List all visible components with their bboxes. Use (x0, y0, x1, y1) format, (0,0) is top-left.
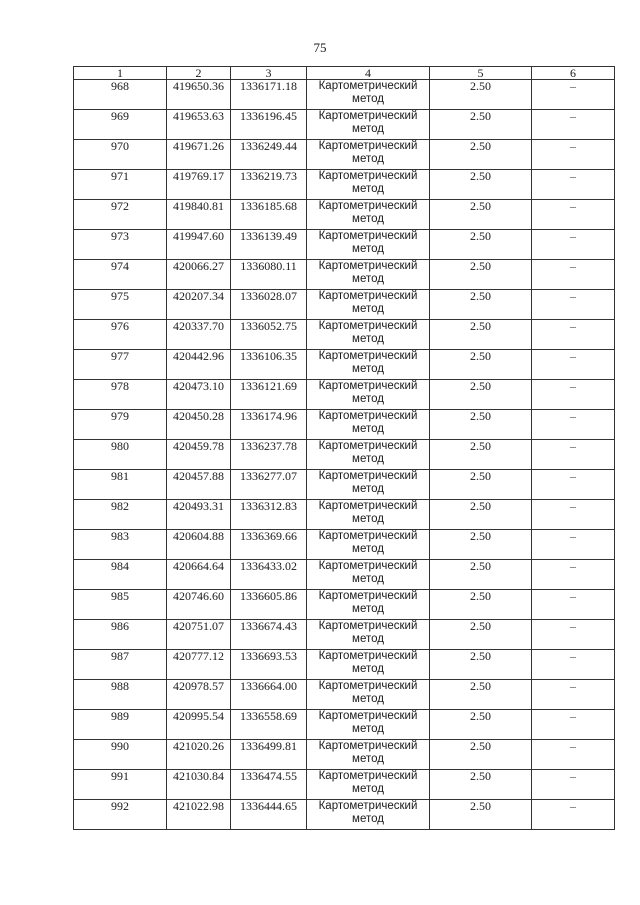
table-row (74, 620, 615, 650)
y-coordinate-cell: 1336139.49 (231, 230, 307, 260)
note-cell: – (532, 140, 615, 170)
x-coordinate-cell: 420604.88 (167, 530, 231, 560)
table-row (74, 680, 615, 710)
method-cell: Картометрический метод (307, 800, 430, 830)
note-cell: – (532, 530, 615, 560)
note-cell: – (532, 650, 615, 680)
point-number-cell: 986 (74, 620, 167, 650)
table-body (74, 80, 615, 830)
y-coordinate-cell: 1336052.75 (231, 320, 307, 350)
accuracy-cell: 2.50 (430, 800, 532, 830)
table-row (74, 320, 615, 350)
x-coordinate-cell: 420457.88 (167, 470, 231, 500)
table-row (74, 200, 615, 230)
table-row (74, 170, 615, 200)
y-coordinate-cell: 1336196.45 (231, 110, 307, 140)
note-cell: – (532, 800, 615, 830)
note-cell: – (532, 380, 615, 410)
header-row (74, 67, 615, 80)
x-coordinate-cell: 419653.63 (167, 110, 231, 140)
coordinates-table (73, 66, 615, 830)
y-coordinate-cell: 1336499.81 (231, 740, 307, 770)
note-cell: – (532, 740, 615, 770)
y-coordinate-cell: 1336249.44 (231, 140, 307, 170)
y-coordinate-cell: 1336369.66 (231, 530, 307, 560)
x-coordinate-cell: 420664.64 (167, 560, 231, 590)
x-coordinate-cell: 420459.78 (167, 440, 231, 470)
point-number-cell: 968 (74, 80, 167, 110)
point-number-cell: 973 (74, 230, 167, 260)
column-header-1: 1 (74, 67, 167, 80)
method-cell: Картометрический метод (307, 230, 430, 260)
x-coordinate-cell: 420473.10 (167, 380, 231, 410)
table-row (74, 80, 615, 110)
accuracy-cell: 2.50 (430, 80, 532, 110)
y-coordinate-cell: 1336185.68 (231, 200, 307, 230)
y-coordinate-cell: 1336277.07 (231, 470, 307, 500)
accuracy-cell: 2.50 (430, 200, 532, 230)
method-cell: Картометрический метод (307, 590, 430, 620)
method-cell: Картометрический метод (307, 770, 430, 800)
y-coordinate-cell: 1336693.53 (231, 650, 307, 680)
accuracy-cell: 2.50 (430, 410, 532, 440)
point-number-cell: 991 (74, 770, 167, 800)
note-cell: – (532, 170, 615, 200)
method-cell: Картометрический метод (307, 140, 430, 170)
y-coordinate-cell: 1336237.78 (231, 440, 307, 470)
point-number-cell: 977 (74, 350, 167, 380)
point-number-cell: 987 (74, 650, 167, 680)
y-coordinate-cell: 1336080.11 (231, 260, 307, 290)
x-coordinate-cell: 420777.12 (167, 650, 231, 680)
table-row (74, 140, 615, 170)
x-coordinate-cell: 420995.54 (167, 710, 231, 740)
x-coordinate-cell: 420450.28 (167, 410, 231, 440)
y-coordinate-cell: 1336219.73 (231, 170, 307, 200)
x-coordinate-cell: 420442.96 (167, 350, 231, 380)
x-coordinate-cell: 419650.36 (167, 80, 231, 110)
accuracy-cell: 2.50 (430, 710, 532, 740)
page-number: 75 (313, 40, 327, 55)
note-cell: – (532, 620, 615, 650)
table-row (74, 470, 615, 500)
y-coordinate-cell: 1336444.65 (231, 800, 307, 830)
method-cell: Картометрический метод (307, 500, 430, 530)
note-cell: – (532, 230, 615, 260)
method-cell: Картометрический метод (307, 260, 430, 290)
method-cell: Картометрический метод (307, 380, 430, 410)
x-coordinate-cell: 419769.17 (167, 170, 231, 200)
point-number-cell: 982 (74, 500, 167, 530)
note-cell: – (532, 260, 615, 290)
point-number-cell: 984 (74, 560, 167, 590)
accuracy-cell: 2.50 (430, 770, 532, 800)
point-number-cell: 975 (74, 290, 167, 320)
method-cell: Картометрический метод (307, 410, 430, 440)
point-number-cell: 976 (74, 320, 167, 350)
point-number-cell: 979 (74, 410, 167, 440)
accuracy-cell: 2.50 (430, 440, 532, 470)
note-cell: – (532, 440, 615, 470)
x-coordinate-cell: 420978.57 (167, 680, 231, 710)
note-cell: – (532, 200, 615, 230)
note-cell: – (532, 710, 615, 740)
x-coordinate-cell: 420337.70 (167, 320, 231, 350)
table-row (74, 440, 615, 470)
accuracy-cell: 2.50 (430, 140, 532, 170)
column-header-2: 2 (167, 67, 231, 80)
accuracy-cell: 2.50 (430, 470, 532, 500)
accuracy-cell: 2.50 (430, 620, 532, 650)
column-header-3: 3 (231, 67, 307, 80)
point-number-cell: 970 (74, 140, 167, 170)
accuracy-cell: 2.50 (430, 650, 532, 680)
x-coordinate-cell: 420207.34 (167, 290, 231, 320)
x-coordinate-cell: 420066.27 (167, 260, 231, 290)
point-number-cell: 985 (74, 590, 167, 620)
x-coordinate-cell: 419840.81 (167, 200, 231, 230)
table-row (74, 290, 615, 320)
point-number-cell: 974 (74, 260, 167, 290)
y-coordinate-cell: 1336106.35 (231, 350, 307, 380)
point-number-cell: 980 (74, 440, 167, 470)
y-coordinate-cell: 1336558.69 (231, 710, 307, 740)
method-cell: Картометрический метод (307, 440, 430, 470)
point-number-cell: 972 (74, 200, 167, 230)
method-cell: Картометрический метод (307, 470, 430, 500)
note-cell: – (532, 410, 615, 440)
y-coordinate-cell: 1336474.55 (231, 770, 307, 800)
note-cell: – (532, 320, 615, 350)
table-row (74, 650, 615, 680)
table-row (74, 230, 615, 260)
note-cell: – (532, 80, 615, 110)
method-cell: Картометрический метод (307, 740, 430, 770)
accuracy-cell: 2.50 (430, 320, 532, 350)
y-coordinate-cell: 1336312.83 (231, 500, 307, 530)
method-cell: Картометрический метод (307, 290, 430, 320)
y-coordinate-cell: 1336605.86 (231, 590, 307, 620)
method-cell: Картометрический метод (307, 710, 430, 740)
table-row (74, 740, 615, 770)
method-cell: Картометрический метод (307, 80, 430, 110)
accuracy-cell: 2.50 (430, 590, 532, 620)
note-cell: – (532, 560, 615, 590)
y-coordinate-cell: 1336028.07 (231, 290, 307, 320)
table-row (74, 560, 615, 590)
point-number-cell: 988 (74, 680, 167, 710)
method-cell: Картометрический метод (307, 320, 430, 350)
point-number-cell: 983 (74, 530, 167, 560)
x-coordinate-cell: 420493.31 (167, 500, 231, 530)
note-cell: – (532, 290, 615, 320)
note-cell: – (532, 770, 615, 800)
table-row (74, 410, 615, 440)
note-cell: – (532, 590, 615, 620)
table-row (74, 590, 615, 620)
point-number-cell: 981 (74, 470, 167, 500)
table-row (74, 770, 615, 800)
accuracy-cell: 2.50 (430, 290, 532, 320)
point-number-cell: 989 (74, 710, 167, 740)
method-cell: Картометрический метод (307, 680, 430, 710)
method-cell: Картометрический метод (307, 200, 430, 230)
x-coordinate-cell: 421020.26 (167, 740, 231, 770)
y-coordinate-cell: 1336433.02 (231, 560, 307, 590)
accuracy-cell: 2.50 (430, 560, 532, 590)
table-row (74, 350, 615, 380)
table-row (74, 800, 615, 830)
y-coordinate-cell: 1336674.43 (231, 620, 307, 650)
table-row (74, 530, 615, 560)
x-coordinate-cell: 421030.84 (167, 770, 231, 800)
table-row (74, 500, 615, 530)
method-cell: Картометрический метод (307, 620, 430, 650)
table-row (74, 710, 615, 740)
point-number-cell: 971 (74, 170, 167, 200)
accuracy-cell: 2.50 (430, 530, 532, 560)
note-cell: – (532, 110, 615, 140)
accuracy-cell: 2.50 (430, 230, 532, 260)
note-cell: – (532, 680, 615, 710)
y-coordinate-cell: 1336121.69 (231, 380, 307, 410)
point-number-cell: 990 (74, 740, 167, 770)
method-cell: Картометрический метод (307, 110, 430, 140)
accuracy-cell: 2.50 (430, 110, 532, 140)
x-coordinate-cell: 419947.60 (167, 230, 231, 260)
column-header-6: 6 (532, 67, 615, 80)
column-header-4: 4 (307, 67, 430, 80)
accuracy-cell: 2.50 (430, 170, 532, 200)
point-number-cell: 978 (74, 380, 167, 410)
method-cell: Картометрический метод (307, 530, 430, 560)
x-coordinate-cell: 421022.98 (167, 800, 231, 830)
y-coordinate-cell: 1336171.18 (231, 80, 307, 110)
method-cell: Картометрический метод (307, 170, 430, 200)
note-cell: – (532, 500, 615, 530)
accuracy-cell: 2.50 (430, 350, 532, 380)
x-coordinate-cell: 420746.60 (167, 590, 231, 620)
note-cell: – (532, 350, 615, 380)
y-coordinate-cell: 1336664.00 (231, 680, 307, 710)
table-row (74, 380, 615, 410)
method-cell: Картометрический метод (307, 650, 430, 680)
accuracy-cell: 2.50 (430, 500, 532, 530)
method-cell: Картометрический метод (307, 560, 430, 590)
accuracy-cell: 2.50 (430, 740, 532, 770)
note-cell: – (532, 470, 615, 500)
accuracy-cell: 2.50 (430, 680, 532, 710)
x-coordinate-cell: 419671.26 (167, 140, 231, 170)
x-coordinate-cell: 420751.07 (167, 620, 231, 650)
table-row (74, 110, 615, 140)
y-coordinate-cell: 1336174.96 (231, 410, 307, 440)
method-cell: Картометрический метод (307, 350, 430, 380)
column-header-5: 5 (430, 67, 532, 80)
accuracy-cell: 2.50 (430, 380, 532, 410)
accuracy-cell: 2.50 (430, 260, 532, 290)
table-row (74, 260, 615, 290)
point-number-cell: 969 (74, 110, 167, 140)
point-number-cell: 992 (74, 800, 167, 830)
